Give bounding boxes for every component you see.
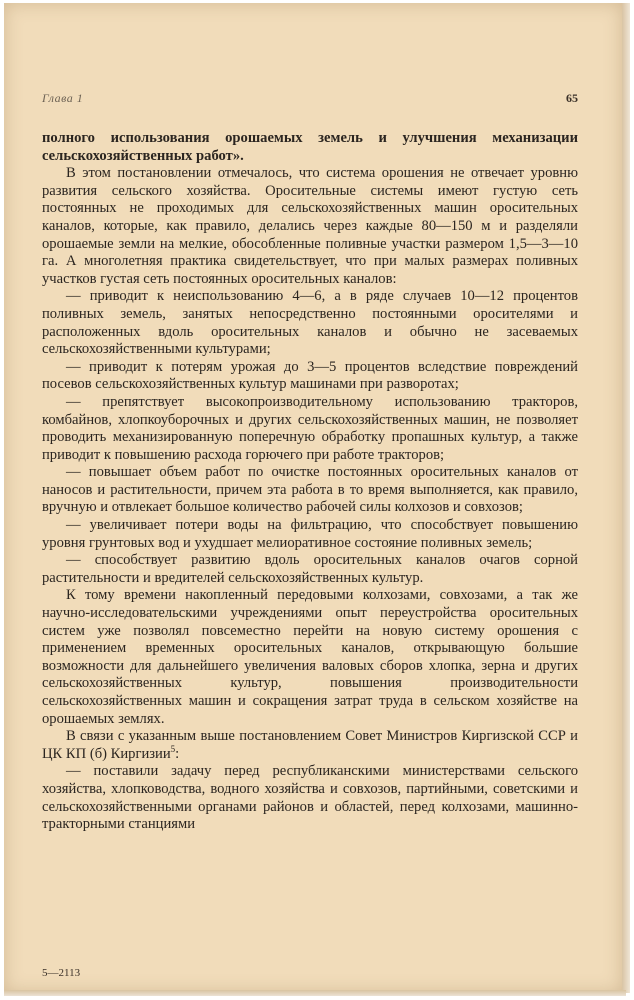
- council-tail: :: [175, 745, 180, 762]
- list-item-weeds: — способствует развитию вдоль оросительных каналов очагов сорной растительности и вредителей сельскохозяйственных культур.: [42, 552, 578, 586]
- list-item-task: — поставили задачу перед республиканскими министерствами сельского хозяйства, хлопководства, водного хозяйства и совхозов, партийными, советскими и сельскохозяйственными органами районов и областей, перед колхозами, машинно-тракторными станциями: [42, 763, 578, 833]
- page-body: [42, 130, 578, 834]
- paragraph-new-system: К тому времени накопленный передовыми колхозами, совхозами, а так же научно-исследовательскими учреждениями опыт переустройства оросительных систем уже позволял повсеместно перейти на новую систему орошения с применением временных оросительных каналов, открывающую большие возможности для дальнейшего увеличения валовых сборов хлопка, зерна и других сельскохозяйственных культур, повышения производительности сельскохозяйственных машин и сокращения затрат труда в сельском хозяйстве на орошаемых землях.: [42, 587, 578, 727]
- running-head: Глава 1: [42, 91, 84, 105]
- page-header: [42, 91, 578, 111]
- page-edge-bottom: [4, 990, 626, 996]
- page-edge-right: [622, 3, 630, 993]
- list-item-land-loss: — приводит к неиспользованию 4—6, а в ряде случаев 10—12 процентов поливных земель, занятых непосредственно постоянными оросителями и расположенных вдоль оросительных каналов и обычно не засеваемых сельскохозяйственными культурами;: [42, 288, 578, 358]
- list-item-harvest-loss: — приводит к потерям урожая до 3—5 процентов вследствие повреждений посевов сельскохозяйственных культур машинами при разворотах;: [42, 358, 578, 393]
- list-item-canal-cleaning: — повышает объем работ по очистке постоянных оросительных каналов от наносов и растительности, причем эта работа в то время выполняется, как правило, вручную и отвлекает большое количество рабочей силы колхозов и совхозов;: [42, 464, 578, 516]
- council-text: В связи с указанным выше постановлением Совет Министров Киргизской ССР и ЦК КП (б) Киргизии: [42, 728, 578, 762]
- paragraph-resolution-summary: В этом постановлении отмечалось, что система орошения не отвечает уровню развития сельского хозяйства. Оросительные системы имеют густую сеть постоянных не проходимых для сельскохозяйственных машин оросительных каналов, которые, как правило, делались через каждые 80—150 м и разделяли орошаемые земли на мелкие, обособленные поливные участки размером 1,5—3—10 га. А многолетняя практика свидетельствует, что при малых размерах поливных участков густая сеть постоянных оросительных каналов:: [42, 165, 578, 287]
- footnote-marker: 5: [170, 743, 176, 754]
- paragraph-continuation: полного использования орошаемых земель и улучшения механизации сельскохозяйственных работ».: [42, 130, 578, 164]
- printer-signature: 5—2113: [42, 967, 81, 979]
- page-number: 65: [566, 91, 578, 105]
- list-item-machinery: — препятствует высокопроизводительному использованию тракторов, комбайнов, хлопкоуборочных и других сельскохозяйственных машин, не позволяет проводить механизированную поперечную обработку пропашных культур, а также приводит к повышению расхода горючего при работе тракторов;: [42, 393, 578, 463]
- list-item-water-loss: — увеличивает потери воды на фильтрацию, что способствует повышению уровня грунтовых вод и ухудшает мелиоративное состояние поливных земель;: [42, 517, 578, 551]
- paragraph-council-decision: [42, 728, 578, 763]
